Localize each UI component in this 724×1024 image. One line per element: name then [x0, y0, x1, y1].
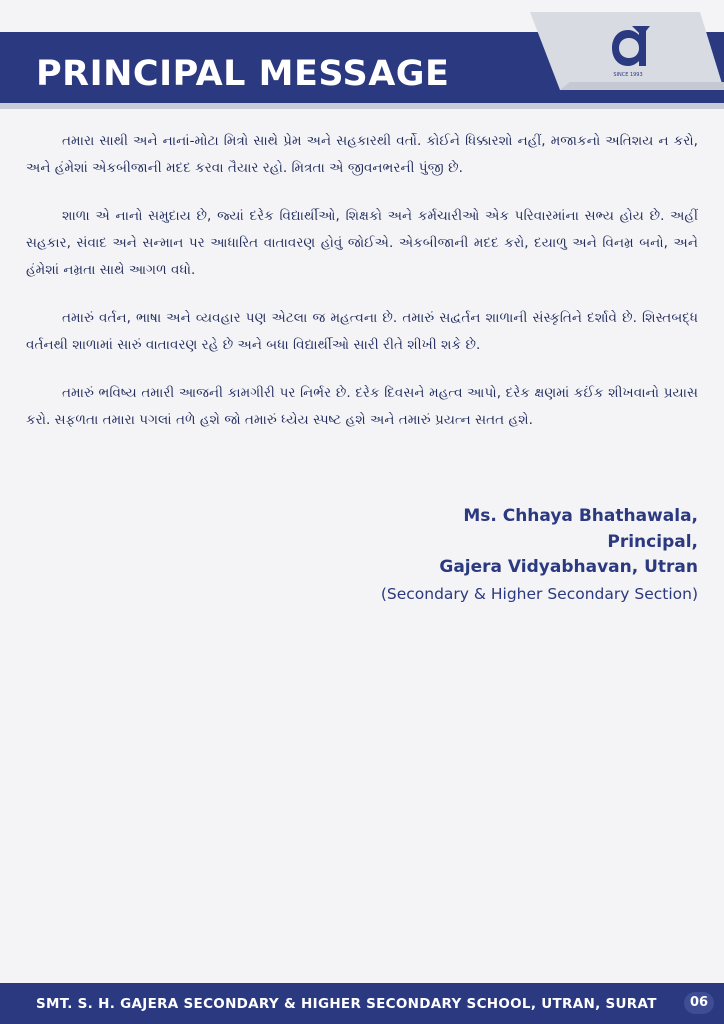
page-number-badge: 06 — [684, 992, 714, 1014]
signature-section: (Secondary & Higher Secondary Section) — [380, 584, 698, 603]
logo-tagline: SINCE 1993 — [613, 72, 643, 78]
logo-plate — [530, 12, 724, 90]
signature-role: Principal, — [607, 531, 698, 552]
school-logo-icon — [530, 12, 724, 90]
message-body — [26, 128, 698, 455]
footer-school-name: SMT. S. H. GAJERA SECONDARY & HIGHER SECONDARY SCHOOL, UTRAN, SURAT — [36, 996, 657, 1012]
page-title: PRINCIPAL MESSAGE — [36, 54, 450, 94]
signature-block — [381, 504, 698, 607]
paragraph-4: તમારું ભવિષ્ય તમારી આજની કામગીરી પર નિર્ભર છે. દરેક દિવસને મહત્વ આપો, દરેક ક્ષણમાં કઈંક શીખવાનો પ્રયાસ કરો. સફળતા તમારા પગલાં તળે હશે જો તમારું ધ્યેય સ્પષ્ટ હશે અને તમારું પ્રયત્ન સતત હશે. — [26, 385, 698, 428]
paragraph-2: શાળા એ નાનો સમુદાય છે, જ્યાં દરેક વિદ્યાર્થીઓ, શિક્ષકો અને કર્મચારીઓ એક પરિવારમાંના સભ્ય હોય છે. અહીં સહકાર, સંવાદ અને સન્માન પર આધારિત વાતાવરણ હોવું જોઈએ. એકબીજાની મદદ કરો, દયાળુ અને વિનમ્ર બનો, અને હંમેશાં નમ્રતા સાથે આગળ વધો. — [26, 208, 698, 278]
paragraph-1: તમારા સાથી અને નાનાં-મોટા મિત્રો સાથે પ્રેમ અને સહકારથી વર્તો. કોઈને ધિક્કારશો નહીં, મજાકનો અતિશય ન કરો, અને હંમેશાં એકબીજાની મદદ કરવા તૈયાર રહો. મિત્રતા એ જીવનભરની પુંજી છે. — [26, 133, 698, 176]
signature-name: Ms. Chhaya Bhathawala, — [463, 506, 698, 526]
signature-school: Gajera Vidyabhavan, Utran — [439, 557, 698, 577]
paragraph-3: તમારું વર્તન, ભાષા અને વ્યવહાર પણ એટલા જ મહત્વના છે. તમારું સદ્વર્તન શાળાની સંસ્કૃતિને દર્શાવે છે. શિસ્તબદ્ધ વર્તનથી શાળામાં સારું વાતાવરણ રહે છે અને બધા વિદ્યાર્થીઓ સારી રીતે શીખી શકે છે. — [26, 310, 698, 353]
